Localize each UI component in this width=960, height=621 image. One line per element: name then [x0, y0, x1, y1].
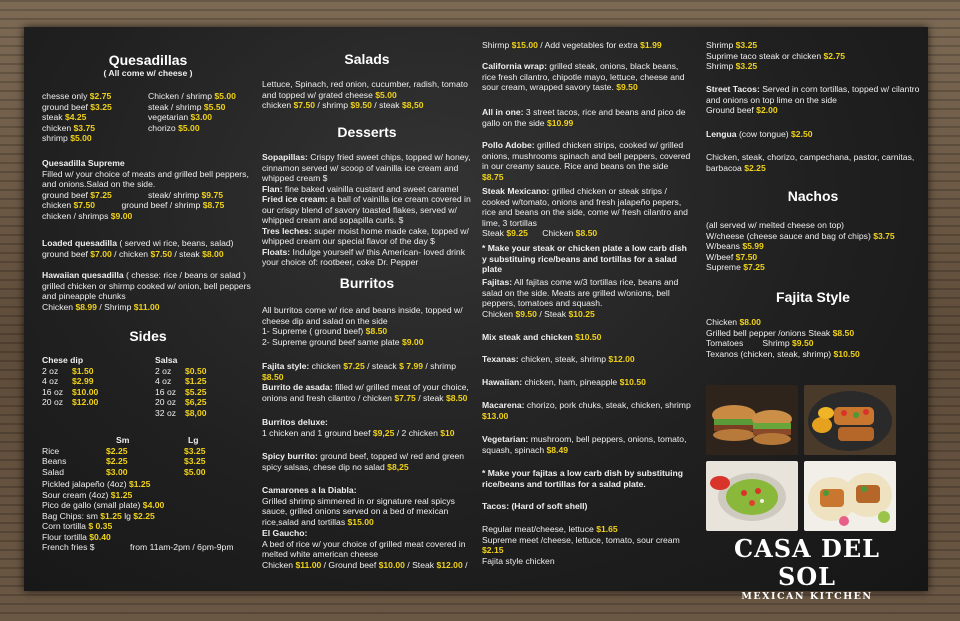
taco-regular-price: $1.65	[596, 524, 618, 534]
sized-row	[42, 467, 254, 478]
taco-shrimp: Shrimp	[706, 40, 734, 50]
macarena-desc: chorizo, pork chuks, steak, chicken, shrimp	[524, 400, 691, 410]
salad-chicken: chicken	[262, 100, 292, 110]
gaucho-chicken-price: $11.00	[295, 559, 322, 570]
menu-row	[148, 91, 254, 102]
street-ground-beef: Ground beef	[706, 105, 754, 115]
texanas-label: Texanas:	[482, 354, 519, 364]
photo-guacamole	[706, 461, 798, 531]
item-price: $4.25	[64, 112, 87, 122]
fajita-style-shrimp-price: $9.50	[792, 338, 814, 348]
hawaiian-chicken-price: $8.99	[75, 301, 97, 312]
size-row	[42, 376, 141, 387]
dessert-item	[262, 152, 472, 184]
fajitas-label: Fajitas:	[482, 277, 513, 287]
salad-steak-price: $8,50	[402, 100, 424, 110]
nachos-note: (all served w/ melted cheese on top)	[706, 220, 845, 230]
size-price: $1.25	[185, 376, 207, 386]
item-price: $3.25	[90, 101, 112, 112]
asada-steak: / steak	[415, 392, 444, 403]
taco-shrimp-price: $3.25	[735, 40, 758, 50]
fajitas-chicken: Chicken	[482, 308, 514, 319]
fajita-style-steak: Grilled bell pepper /onions Steak	[706, 327, 831, 338]
fajita-chicken-price: $7.25	[343, 361, 365, 371]
nachos-beef-price: $7.50	[735, 251, 758, 262]
street-tacos	[706, 84, 920, 116]
size-price: $12.00	[72, 397, 99, 407]
burrito-fajita	[262, 361, 472, 382]
sized-name: Salad	[42, 466, 64, 477]
deluxe-2-chicken-price: $10	[440, 427, 455, 438]
spicy-label: Spicy burrito:	[262, 451, 318, 461]
photo-tacos	[804, 461, 896, 531]
supreme-title: Quesadilla Supreme	[42, 158, 125, 168]
loaded-steak: / steak	[172, 248, 200, 259]
item-name: shrimp	[42, 133, 68, 143]
california-label: California wrap:	[482, 61, 547, 71]
hawaiian-fajita-desc: chicken, ham, pineapple	[522, 377, 618, 387]
item-name: steak	[42, 112, 63, 122]
camarones-label: Camarones a la Diabla:	[262, 485, 357, 495]
deluxe-2-chicken: / 2 chicken	[394, 427, 438, 438]
vegetables-extra-price: $1.99	[640, 40, 662, 50]
fajitas-steak-price: $10.25	[568, 308, 595, 319]
california-price: $9.50	[616, 82, 638, 92]
burrito-supreme-2-price: $9.00	[401, 336, 424, 347]
fajita-style-chicken-price: $8.00	[739, 317, 761, 327]
el-gaucho	[262, 528, 472, 570]
sized-name: Beans	[42, 456, 67, 466]
fajita-shrimp: / shrimp	[423, 361, 456, 371]
menu-row	[148, 102, 254, 113]
lowcarb-note-plates: * Make your steak or chicken plate a low carb dish y substituing rice/beans and tortillas for a salad plate	[482, 243, 687, 274]
camarones-price: $15.00	[347, 516, 374, 527]
all-in-one	[482, 107, 692, 128]
nachos-title: Nachos	[787, 188, 839, 204]
hawaiian-shrimp: / Shrimp	[96, 301, 132, 312]
salad-shrimp-price: $9.50	[350, 100, 372, 110]
lowcarb-note-fajitas: * Make your fajitas a low carb dish by substituing rice/beans and tortillas for a salad plate.	[482, 468, 684, 489]
dessert-name: Tres leches:	[262, 225, 312, 236]
size-label: 32 oz	[155, 407, 177, 418]
salad-chicken-price: $7.50	[293, 100, 316, 110]
salsa-title: Salsa	[155, 355, 178, 365]
dessert-name: Flan:	[262, 183, 283, 194]
spicy-price: $8,25	[387, 461, 409, 472]
loaded-chicken: / chicken	[111, 248, 149, 259]
quesadilla-supreme	[42, 158, 254, 221]
hawaiian-quesadilla	[42, 270, 254, 312]
quesadilla-list-left	[42, 91, 148, 144]
fajita-chicken: chicken	[309, 361, 341, 371]
size-row	[42, 397, 141, 408]
salad-steak: / steak	[371, 100, 400, 110]
loaded-title: Loaded quesadilla	[42, 238, 117, 248]
sized-sm-price: $2.25	[106, 445, 128, 456]
fajita-steack-price: $ 7.99	[399, 361, 424, 371]
taco-shrimp-2-price: $3.25	[735, 61, 758, 71]
fajita-shrimp-price: $8.50	[262, 371, 284, 382]
menu-row	[148, 112, 254, 123]
gaucho-label: El Gaucho:	[262, 528, 308, 538]
menu-row	[42, 112, 148, 123]
dessert-item	[262, 194, 472, 226]
supreme-chicken: chicken	[42, 200, 72, 210]
gaucho-ground-beef: / Ground beef	[321, 559, 377, 570]
sized-name: Rice	[42, 445, 60, 456]
size-row	[155, 376, 254, 387]
size-price: $10.00	[72, 386, 99, 397]
supreme-ground-beef-shrimp-price: $8.75	[202, 200, 225, 210]
quesadillas-note: ( All come w/ cheese )	[103, 68, 193, 78]
burritos-title: Burritos	[339, 275, 395, 291]
extra-price: $4.00	[142, 500, 165, 510]
fajitas	[482, 277, 692, 319]
vegetarian-desc: mushroom, bell peppers, onions, tomato, squash, spinach	[482, 434, 687, 455]
hawaiian-title: Hawaiian quesadilla	[42, 270, 124, 280]
french-fries: French fries $	[42, 542, 95, 552]
quesadilla-prices	[42, 91, 254, 144]
salsa-list	[155, 366, 254, 419]
size-lg-header: Lg	[188, 435, 199, 445]
lengua-label: Lengua	[706, 129, 737, 139]
street-tacos-desc: Served in corn tortillas, topped w/ cilantro and onions on top lime on the side	[706, 84, 920, 105]
gaucho-steak: / Steak	[404, 559, 435, 570]
supreme-ground-beef-shrimp: ground beef / shrimp	[121, 200, 201, 210]
loaded-steak-price: $8.00	[202, 248, 224, 259]
nachos-list	[706, 220, 920, 273]
item-price: $5.00	[178, 122, 200, 133]
vegetarian-label: Vegetarian:	[482, 434, 529, 444]
fajita-style-texanos-price: $10.50	[833, 348, 860, 359]
steak-mexicano	[482, 186, 692, 239]
bag-lg: lg	[124, 510, 131, 521]
item-name: chicken	[42, 122, 72, 133]
size-row	[155, 397, 254, 408]
suprime-taco: Suprime taco steak or chicken	[706, 50, 822, 61]
dessert-item	[262, 184, 472, 195]
fajitas-steak: / Steak	[536, 308, 567, 319]
gaucho-chicken: Chicken	[262, 559, 294, 570]
size-label: 2 oz	[155, 365, 172, 376]
chese-dip-title: Chese dip	[42, 355, 84, 365]
burrito-supreme-2: 2- Supreme ground beef same plate	[262, 336, 400, 347]
extra-price: $0.40	[89, 531, 111, 542]
hawaiian-fajita-label: Hawaiian:	[482, 377, 523, 387]
item-price: $5.00	[214, 91, 236, 101]
supreme-steak-shrimp: steak/ shrimp	[148, 189, 200, 200]
dessert-desc: Crispy fried sweet chips, topped w/ honey, cinnamon served w/ scoop of vainilla ice cream and whipped cream $	[262, 152, 471, 183]
steak-mex-steak-price: $9.25	[506, 228, 528, 238]
dessert-name: Sopapillas:	[262, 152, 308, 162]
size-label: 20 oz	[155, 397, 177, 407]
dessert-name: Fried ice cream:	[262, 194, 328, 204]
taco-meats: Chicken, steak, chorizo, campechana, pastor, carnitas, barbacoa	[706, 152, 915, 173]
menu-row	[42, 123, 148, 134]
sized-lg-price: $5.00	[184, 466, 206, 477]
fajita-style-steak-price: $8.50	[832, 327, 855, 338]
size-price: $0.50	[185, 365, 207, 376]
hawaiian-fajita-price: $10.50	[619, 377, 646, 387]
asada-steak-price: $8.50	[445, 392, 468, 403]
salad-shrimp: / shrimp	[315, 100, 348, 110]
dessert-item	[262, 247, 472, 268]
photo-sandwich	[706, 385, 798, 455]
gaucho-steak-price: $12.00	[436, 559, 463, 570]
allinone-desc: 3 street tacos, rice and beans and pico de gallo on the side	[482, 107, 686, 128]
macarena-label: Macarena:	[482, 400, 525, 410]
camarones	[262, 485, 472, 527]
taco-shrimp-2: Shrimp	[706, 61, 734, 71]
california-desc: grilled steak, onions, black beans, rice fresh cilantro, chipotle mayo, lettuce, cheese and sour cream, wrapped savory taste.	[482, 61, 685, 92]
menu-row	[148, 123, 254, 134]
fajita-style-chicken: Chicken	[706, 317, 738, 327]
size-row	[155, 366, 254, 377]
extra-name: Bag Chips: sm	[42, 510, 98, 521]
item-name: chorizo	[148, 122, 176, 133]
extra-name: Sour cream (4oz)	[42, 489, 109, 500]
dessert-desc: fine baked vainilla custard and sweet caramel	[282, 183, 459, 194]
steak-mex-chicken: Chicken	[542, 228, 574, 238]
gaucho-end: /	[462, 559, 468, 570]
menu-row	[42, 91, 148, 102]
size-price: $5.25	[185, 386, 207, 397]
supreme-chicken-shrimps: chicken / shrimps	[42, 210, 109, 221]
salads-desc: Lettuce, Spinach, red onion, cucumber, radish, tomato and topped w/ grated cheese	[262, 79, 468, 100]
supreme-chicken-shrimps-price: $9.00	[110, 210, 133, 221]
fajita-style-title: Fajita Style	[776, 289, 850, 305]
supreme-desc: Filled w/ your choice of meats and grilled bell peppers, and onions.Salad on the side.	[42, 168, 249, 189]
nachos-beans: W/beans	[706, 241, 740, 251]
fajita-steack: / steack	[364, 361, 397, 371]
photo-fried-plate	[804, 385, 896, 455]
menu-board	[24, 27, 928, 602]
quesadillas-title: Quesadillas	[108, 52, 188, 68]
loaded-note: ( served wi rice, beans, salad)	[116, 238, 234, 248]
street-tacos-label: Street Tacos:	[706, 84, 760, 94]
bag-lg-price: $2.25	[133, 510, 155, 521]
spicy-desc: ground beef, topped w/ red and green spicy salsas, chese dip no salad	[262, 451, 465, 472]
steak-mexicano-label: Steak Mexicano:	[482, 186, 550, 196]
tacos-label: Tacos: (Hard of soft shell)	[482, 501, 588, 511]
macarena-price: $13.00	[482, 410, 509, 421]
logo-subtitle: MEXICAN KITCHEN	[741, 591, 873, 602]
fajitas-chicken-price: $9.50	[515, 308, 537, 319]
suprime-taco-price: $2.75	[823, 50, 846, 61]
hawaiian-chicken: Chicken	[42, 301, 74, 312]
size-label: 4 oz	[155, 376, 172, 386]
deluxe-desc: 1 chicken and 1 ground beef	[262, 427, 371, 438]
size-sm-header: Sm	[116, 435, 130, 445]
nachos-beans-price: $5.99	[742, 241, 764, 251]
taco-fajita-chicken: Fajita style chicken	[482, 555, 555, 566]
size-price: $2.99	[72, 376, 94, 386]
supreme-ground-beef-price: $7.25	[90, 189, 112, 200]
sized-sm-price: $3.00	[106, 466, 128, 477]
size-price: $8,00	[185, 407, 207, 418]
size-price: $1.50	[72, 365, 94, 376]
item-name: ground beef	[42, 101, 88, 112]
size-label: 2 oz	[42, 365, 59, 376]
dip-salsa-table	[42, 355, 254, 418]
dessert-name: Floats:	[262, 246, 291, 257]
size-row	[155, 408, 254, 419]
fajita-style-shrimp: Shrimp	[762, 338, 790, 348]
sized-lg-price: $3.25	[184, 445, 206, 456]
chese-dip-list	[42, 366, 141, 408]
item-name: chesse only	[42, 91, 88, 101]
dessert-desc: Indulge yourself w/ this American- loved drink your choice of: rootbeer, coke Dr. Pepper	[262, 246, 465, 267]
fajita-style-texanos: Texanos (chicken, steak, shrimp)	[706, 348, 832, 359]
size-label: 16 oz	[42, 386, 64, 397]
menu-row	[42, 102, 148, 113]
street-ground-beef-price: $2.00	[756, 105, 778, 115]
extra-name: Flour tortilla	[42, 531, 87, 542]
asada-desc: filled w/ grilled meat of your choice, onions and fresh cilantro / chicken	[262, 382, 469, 403]
lengua-desc: (cow tongue)	[736, 129, 789, 139]
extra-price: $1.25	[110, 489, 133, 500]
taco-supreme: Supreme meet /cheese, lettuce, tomato, sour cream	[482, 534, 680, 545]
size-price: $6,25	[185, 397, 207, 407]
steak-mex-steak: Steak	[482, 228, 504, 238]
nachos-supreme-price: $7.25	[743, 262, 765, 272]
burrito-spicy	[262, 451, 472, 472]
fajita-style-list	[706, 317, 920, 359]
texanas-price: $12.00	[608, 354, 635, 364]
sized-row	[42, 456, 254, 467]
asada-chicken-price: $7.75	[394, 392, 416, 403]
burrito-deluxe	[262, 417, 472, 438]
camarones-desc: Grilled shrimp simmered in or signature real spicys sauce, grilled onions served on a bed of mexican rice,salad and tortillas	[262, 495, 455, 527]
sized-sides	[42, 435, 254, 477]
salads-block	[262, 79, 472, 111]
deluxe-label: Burritos deluxe:	[262, 417, 328, 427]
loaded-ground-beef-price: $7.00	[90, 248, 112, 259]
extra-price: $ 0.35	[88, 521, 113, 531]
extra-price: $1.25	[100, 510, 122, 521]
sized-row	[42, 446, 254, 457]
desserts-list	[262, 152, 472, 268]
burrito-asada	[262, 382, 472, 403]
dessert-item	[262, 226, 472, 247]
extra-price: $1.25	[128, 479, 151, 489]
dessert-desc: a ball of vainilla ice cream covered in our crispy blend of savory toasted flakes, served w/ whipped cream and sopapilla curls. $	[262, 194, 471, 225]
item-price: $3.75	[73, 122, 96, 133]
size-label: 16 oz	[155, 386, 177, 397]
california-wrap	[482, 61, 692, 93]
texanas-desc: chicken, steak, shrimp	[518, 354, 607, 364]
shrimp-line-price: $15.00	[511, 40, 538, 50]
taco-supreme-price: $2.15	[482, 545, 504, 555]
mix-price: $10.50	[575, 332, 602, 342]
mix-label: Mix steak and chicken	[482, 332, 573, 342]
pollo-price: $8.75	[482, 171, 504, 182]
taco-meats-price: $2.25	[744, 162, 766, 173]
vegetarian-price: $8.49	[546, 444, 569, 455]
deluxe-price: $9,25	[372, 427, 395, 438]
asada-label: Burrito de asada:	[262, 382, 333, 392]
nachos-beef: W/beef	[706, 251, 734, 262]
size-row	[155, 387, 254, 398]
steak-mexicano-desc: grilled chicken or steak strips / cooked w/tomato, onions and fresh jalapeño pepers, rice and beans on the side, come w/ fresh cilantro and lime, 3 tortillas	[482, 186, 688, 228]
gaucho-ground-beef-price: $10.00	[378, 559, 405, 570]
salads-title: Salads	[344, 51, 390, 67]
allinone-price: $10.99	[546, 117, 574, 128]
fajita-style-tomatoes: Tomatoes	[706, 338, 744, 348]
size-label: 20 oz	[42, 397, 64, 407]
menu-row	[42, 133, 148, 144]
food-photos	[706, 385, 906, 531]
fajitas-desc: All fajitas come w/3 tortillas rice, beans and salad on the side. Meats are grilled w/onions, bell peppers, tomatoes and squash.	[482, 277, 679, 308]
vegetables-extra: / Add vegetables for extra	[537, 40, 638, 50]
loaded-ground-beef: ground beef	[42, 248, 88, 259]
sized-lg-price: $3.25	[184, 456, 206, 466]
desserts-title: Desserts	[337, 124, 397, 140]
sized-list	[42, 446, 254, 478]
item-name: vegetarian	[148, 112, 189, 122]
allinone-label: All in one:	[482, 107, 524, 117]
lengua-price: $2.50	[791, 129, 813, 139]
extra-name: Corn tortilla	[42, 521, 86, 531]
item-price: $5.50	[203, 101, 226, 112]
salads-price: $5.00	[375, 89, 397, 100]
item-name: steak / shrimp	[148, 101, 202, 112]
fries-hours: from 11am-2pm / 6pm-9pm	[130, 542, 234, 552]
tacos-list	[482, 524, 692, 566]
item-price: $3.00	[190, 112, 213, 122]
supreme-ground-beef: ground beef	[42, 189, 88, 200]
sized-sm-price: $2.25	[106, 456, 128, 466]
size-label: 4 oz	[42, 376, 59, 386]
hawaiian-desc: ( chesse: rice / beans or salad ) grilled chicken or shirmp cooked w/ onion, bell peppers and pineapple chunks	[42, 270, 251, 301]
nachos-supreme: Supreme	[706, 262, 741, 272]
extras	[42, 479, 254, 553]
fajita-style-label: Fajita style:	[262, 361, 310, 371]
extra-name: Pico de gallo (small plate)	[42, 500, 141, 510]
burritos-intro: All burritos come w/ rice and beans inside, topped w/ cheese dip and salad on the side	[262, 305, 463, 326]
item-name: Chicken / shrimp	[148, 91, 212, 101]
burrito-supreme-1-price: $8.50	[365, 326, 388, 336]
size-row	[42, 366, 141, 377]
restaurant-logo	[707, 535, 907, 602]
taco-regular: Regular meat/cheese, lettuce	[482, 524, 594, 534]
gaucho-desc: A bed of rice w/ your choice of grilled meat covered in melted white american cheese	[262, 538, 466, 559]
nachos-cheese-price: $3.75	[873, 230, 895, 241]
extra-name: Pickled jalapeño (4oz)	[42, 479, 127, 489]
hawaiian-shrimp-price: $11.00	[133, 301, 160, 312]
pollo-desc: grilled chicken strips, cooked w/ grilled onions, mushrooms spinach and bell peppers, covered in our creamy sauce. Rice and beans on the side	[482, 140, 691, 171]
sides-title: Sides	[129, 328, 167, 344]
size-row	[42, 387, 141, 398]
burritos-block	[262, 305, 472, 347]
loaded-quesadilla	[42, 238, 254, 259]
shrimp-line: Shirmp	[482, 40, 510, 50]
supreme-steak-shrimp-price: $9.75	[201, 189, 224, 200]
loaded-chicken-price: $7.50	[150, 248, 172, 259]
steak-mex-chicken-price: $8.50	[575, 228, 598, 238]
nachos-cheese: W/cheese (cheese sauce and bag of chips)	[706, 230, 871, 241]
burrito-supreme-1: 1- Supreme ( ground beef)	[262, 326, 364, 336]
supreme-chicken-price: $7.50	[73, 200, 96, 210]
dessert-desc: super moist home made cake, topped w/ whipped cream our special flavor of the day $	[262, 225, 469, 246]
pollo-adobe	[482, 140, 692, 182]
item-price: $5.00	[70, 133, 92, 143]
quesadilla-list-right	[148, 91, 254, 144]
item-price: $2.75	[89, 91, 112, 101]
logo-name: CASA DEL SOL	[733, 534, 880, 591]
pollo-label: Pollo Adobe:	[482, 140, 535, 150]
